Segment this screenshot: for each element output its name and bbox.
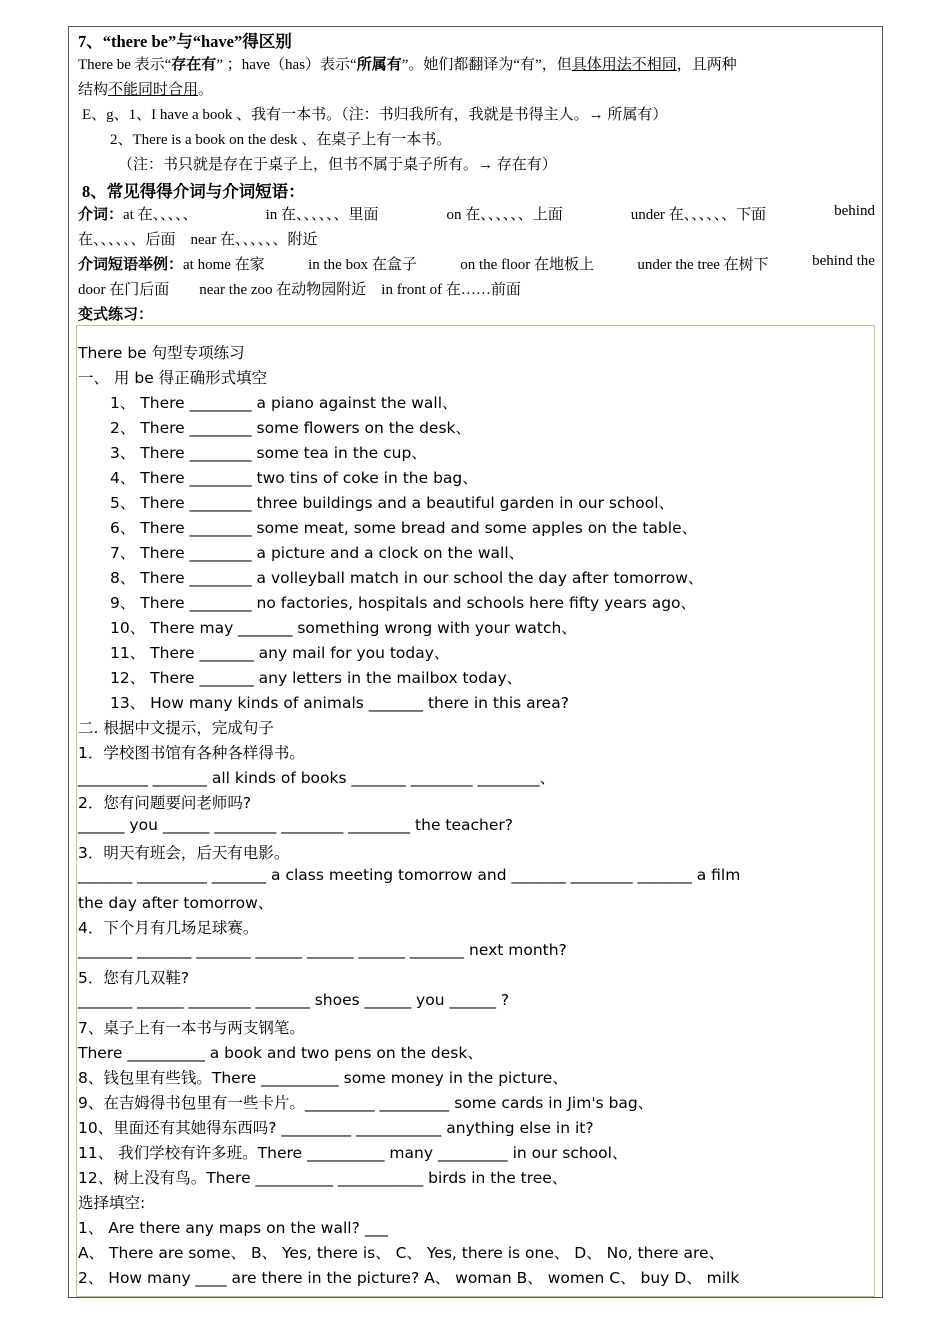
part1-item: 9、 There ________ no factories, hospitals and schools here fifty years ago、 bbox=[110, 594, 697, 612]
part2-line: There __________ a book and two pens on the desk、 bbox=[78, 1044, 483, 1062]
part2-line: 9、在吉姆得书包里有一些卡片。_________ _________ some cards in Jim's bag、 bbox=[78, 1094, 654, 1112]
section7-paragraph bbox=[78, 53, 737, 74]
part2-line: 3．明天有班会，后天有电影。 bbox=[78, 844, 290, 862]
part2-line: _______ _________ _______ a class meeting tomorrow and _______ ________ _______ a film bbox=[78, 866, 741, 884]
text-run: ”。她们都翻译为“有”，但 bbox=[401, 57, 572, 73]
part3-line: 2、 How many ____ are there in the picture? A、 woman B、 women C、 buy D、 milk bbox=[78, 1269, 740, 1287]
part2-line: 7、桌子上有一本书与两支钢笔。 bbox=[78, 1019, 305, 1037]
part1-title: 一、 用 be 得正确形式填空 bbox=[78, 369, 268, 387]
preposition-item: under 在、、、、、、下面 bbox=[630, 207, 767, 223]
part2-line: 11、 我们学校有许多班。There __________ many _________ in our school、 bbox=[78, 1144, 628, 1162]
part1-item: 4、 There ________ two tins of coke in the bag、 bbox=[110, 469, 478, 487]
part1-item: 6、 There ________ some meat, some bread and some apples on the table、 bbox=[110, 519, 698, 537]
prepositions-label: 介词： bbox=[78, 207, 124, 223]
phrase-item: in the box 在盒子 bbox=[308, 257, 417, 273]
part1-item: 5、 There ________ three buildings and a beautiful garden in our school、 bbox=[110, 494, 675, 512]
preposition-item: in 在、、、、、、里面 bbox=[265, 207, 379, 223]
part1-item: 10、 There may _______ something wrong with your watch、 bbox=[110, 619, 577, 637]
part2-line: 8、钱包里有些钱。There __________ some money in the picture、 bbox=[78, 1069, 568, 1087]
exercise-title: There be 句型专项练习 bbox=[78, 344, 245, 362]
part1-item: 8、 There ________ a volleyball match in our school the day after tomorrow、 bbox=[110, 569, 704, 587]
text-bold: 所属有 bbox=[356, 57, 402, 73]
part3-title: 选择填空: bbox=[78, 1194, 146, 1212]
text-run: 。 bbox=[198, 82, 214, 98]
section7-example1: E、g、1、I have a book 、我有一本书。（注：书归我所有，我就是书得主人。→ 所属有） bbox=[82, 107, 668, 123]
section7-example-note: （注：书只就是存在于桌子上，但书不属于桌子所有。→ 存在有） bbox=[118, 157, 557, 173]
part2-line: _________ _______ all kinds of books _______ ________ ________、 bbox=[78, 769, 556, 787]
phrase-item: on the floor 在地板上 bbox=[460, 257, 594, 273]
part2-title: 二. 根据中文提示，完成句子 bbox=[78, 719, 274, 737]
phrase-item: at home 在家 bbox=[183, 257, 265, 273]
preposition-item: on 在、、、、、、上面 bbox=[446, 207, 563, 223]
text-run: ” ；have（has）表示“ bbox=[216, 57, 357, 73]
part1-item: 7、 There ________ a picture and a clock on the wall、 bbox=[110, 544, 525, 562]
phrases-line1 bbox=[78, 253, 875, 274]
part1-item: 11、 There _______ any mail for you today、 bbox=[110, 644, 450, 662]
section7-title: 7、“there be”与“have”得区别 bbox=[78, 32, 292, 51]
part1-item: 1、 There ________ a piano against the wall、 bbox=[110, 394, 458, 412]
part2-line: 5．您有几双鞋? bbox=[78, 969, 190, 987]
text-run: ，且两种 bbox=[676, 57, 737, 73]
part1-item: 2、 There ________ some flowers on the desk、 bbox=[110, 419, 472, 437]
part2-line: 2．您有问题要问老师吗? bbox=[78, 794, 252, 812]
text-underlined: 不能同时合用 bbox=[108, 82, 199, 98]
text-underlined: 具体用法不相同 bbox=[571, 57, 677, 73]
part1-item: 13、 How many kinds of animals _______ there in this area? bbox=[110, 694, 569, 712]
phrases-label: 介词短语举例： bbox=[78, 257, 184, 273]
variant-practice-label: 变式练习： bbox=[78, 307, 154, 323]
section7-example2: 2、There is a book on the desk 、在桌子上有一本书。 bbox=[110, 132, 452, 148]
phrase-item: under the tree 在树下 bbox=[637, 257, 769, 273]
part2-line: _______ _______ _______ ______ ______ ______ _______ next month? bbox=[78, 941, 567, 959]
part3-line: A、 There are some、 B、 Yes, there is、 C、 Yes, there is one、 D、 No, there are、 bbox=[78, 1244, 725, 1262]
part2-line: ______ you ______ ________ ________ ________ the teacher? bbox=[78, 816, 513, 834]
text-bold: 存在有 bbox=[171, 57, 217, 73]
prepositions-line2: 在、、、、、、后面 near 在、、、、、、附近 bbox=[78, 232, 318, 248]
part1-item: 3、 There ________ some tea in the cup、 bbox=[110, 444, 427, 462]
part2-line: 4．下个月有几场足球赛。 bbox=[78, 919, 259, 937]
text-run: 结构 bbox=[78, 82, 109, 98]
phrase-item: behind the bbox=[812, 253, 875, 269]
section8-title: 8、常见得得介词与介词短语： bbox=[82, 182, 305, 201]
phrases-line2: door 在门后面 near the zoo 在动物园附近 in front of 在……前面 bbox=[78, 282, 521, 298]
part2-line: 1．学校图书馆有各种各样得书。 bbox=[78, 744, 305, 762]
preposition-item: at 在、、、、、 bbox=[123, 207, 198, 223]
part1-item: 12、 There _______ any letters in the mailbox today、 bbox=[110, 669, 523, 687]
part2-line: the day after tomorrow、 bbox=[78, 894, 274, 912]
part2-line: 12、树上没有鸟。There __________ ___________ birds in the tree、 bbox=[78, 1169, 568, 1187]
part2-line: _______ ______ ________ _______ shoes ______ you ______ ? bbox=[78, 991, 510, 1009]
section7-paragraph-cont bbox=[78, 78, 213, 99]
part2-line: 10、里面还有其她得东西吗? _________ ___________ anything else in it? bbox=[78, 1119, 594, 1137]
prepositions-line1 bbox=[78, 203, 875, 224]
part3-line: 1、 Are there any maps on the wall? ___ bbox=[78, 1219, 388, 1237]
text-run: There be 表示“ bbox=[78, 57, 172, 73]
preposition-item: behind bbox=[834, 203, 875, 219]
